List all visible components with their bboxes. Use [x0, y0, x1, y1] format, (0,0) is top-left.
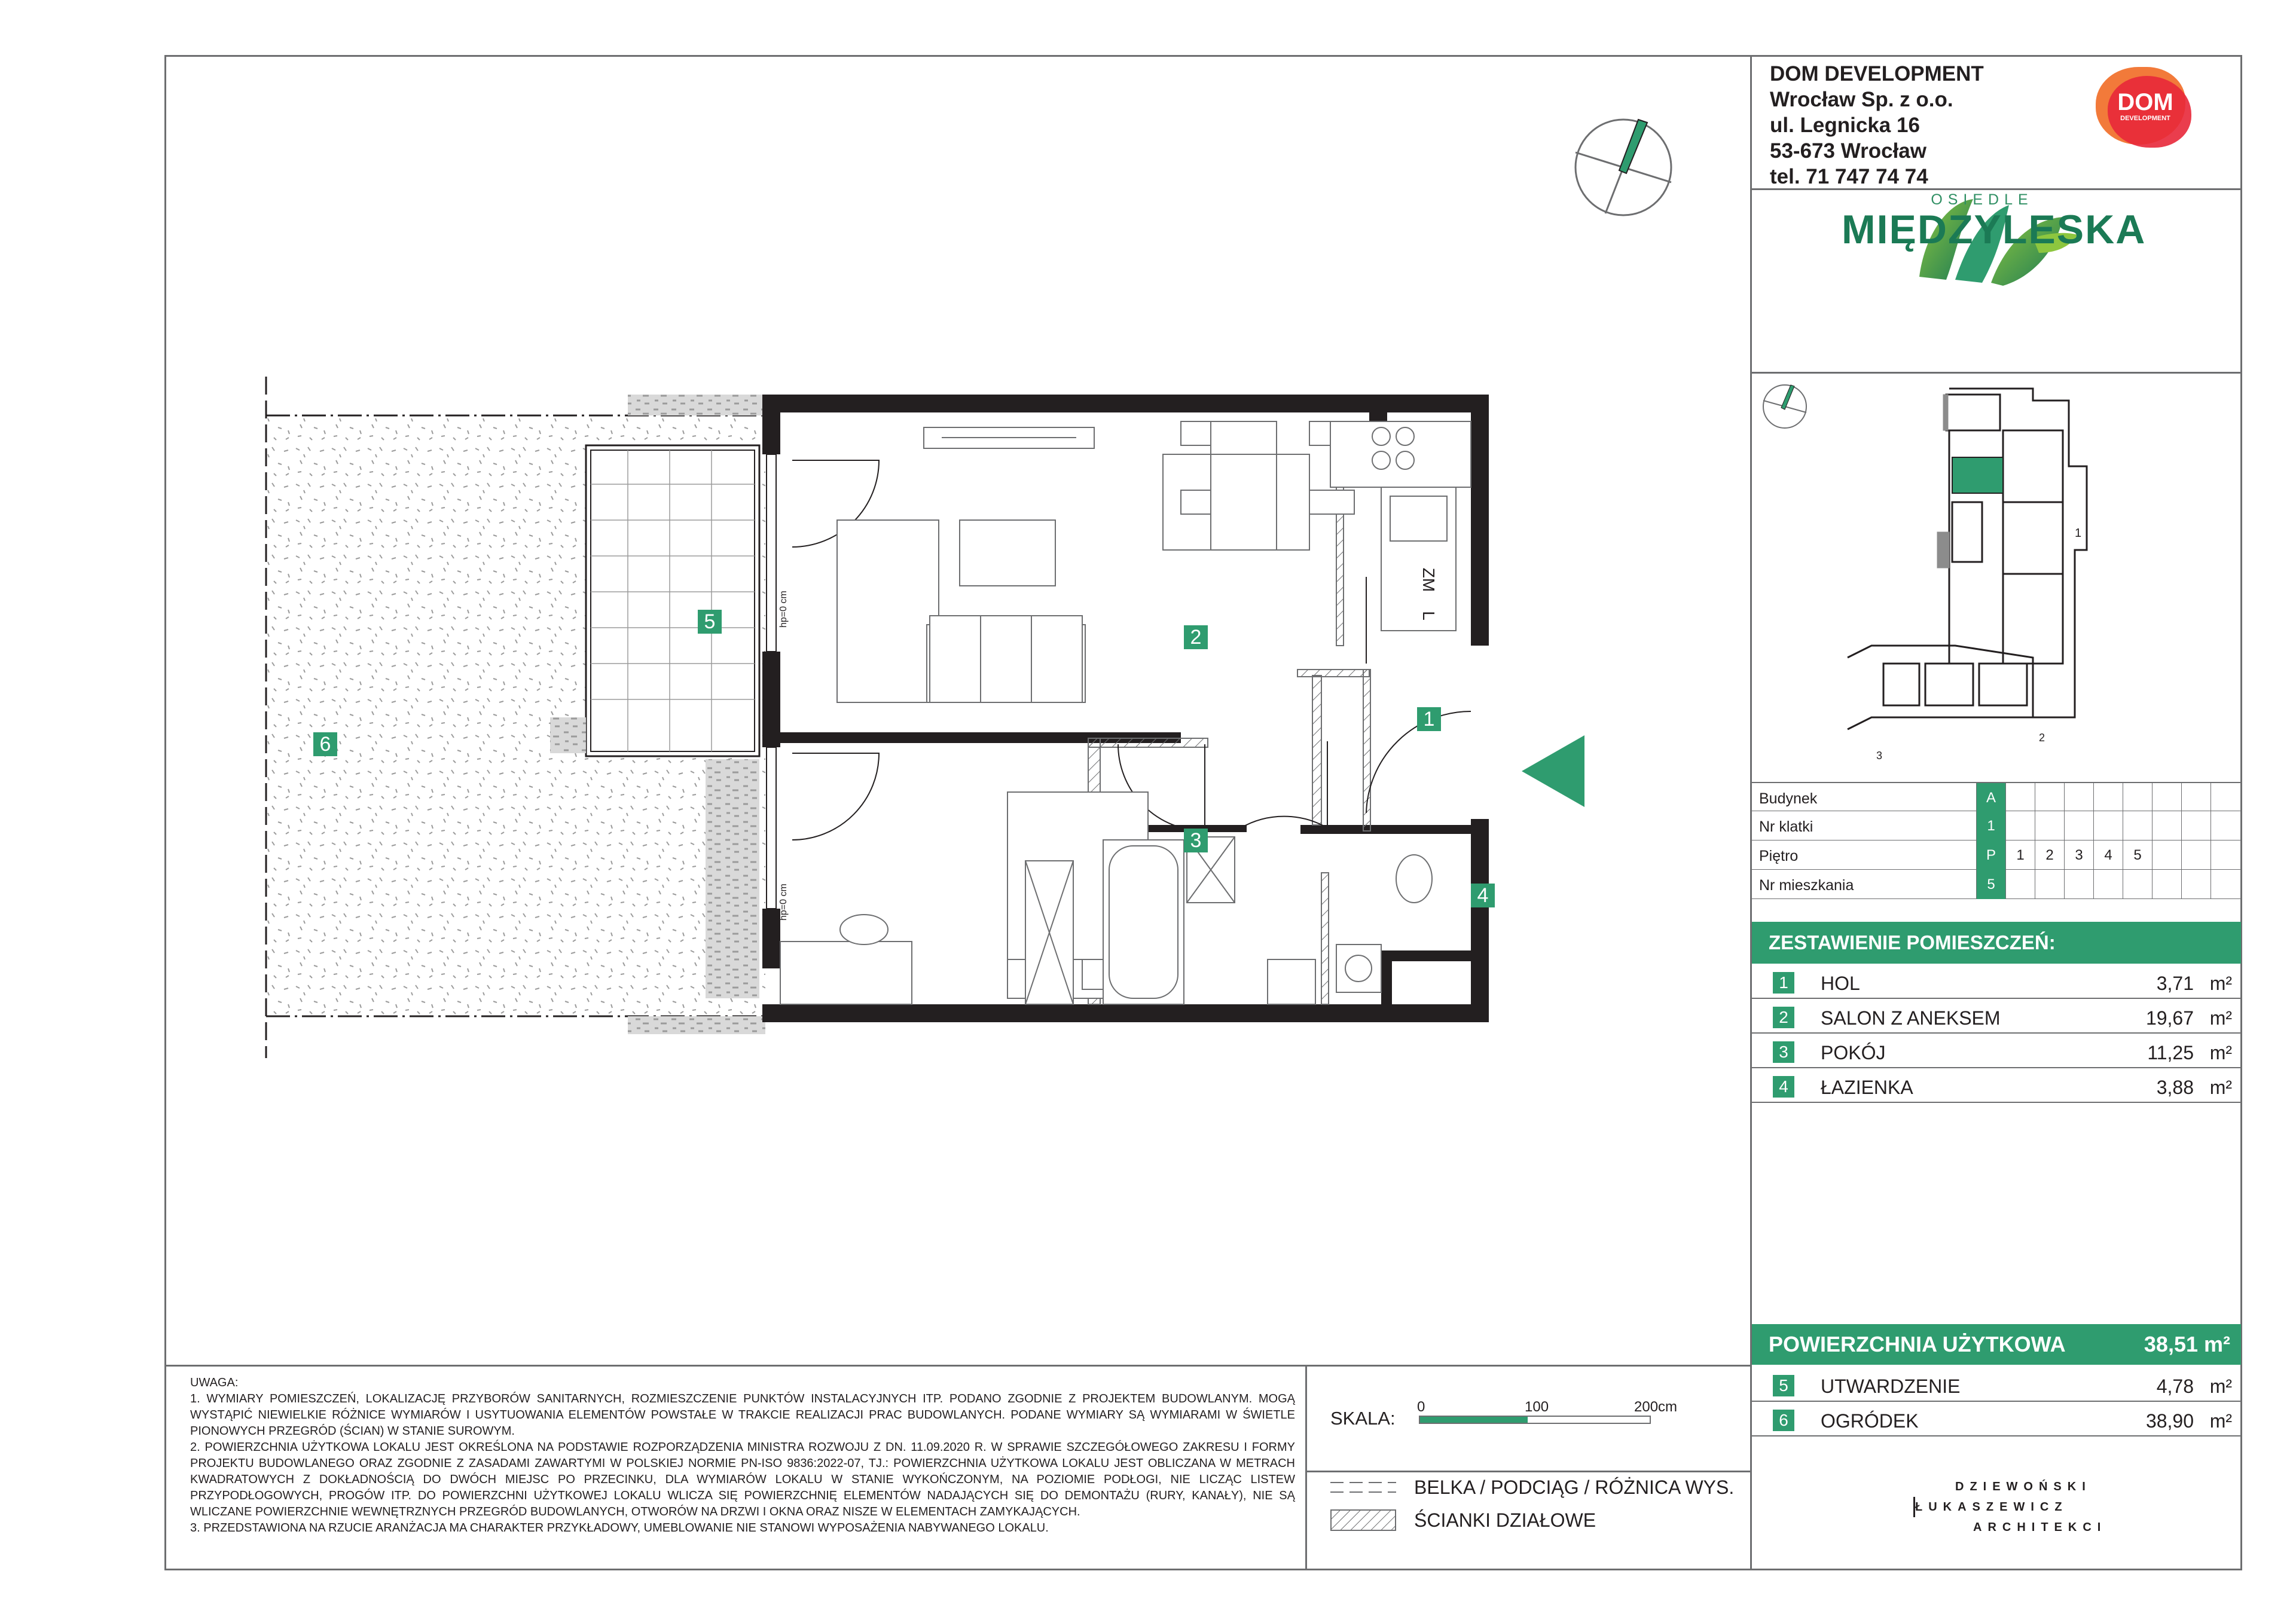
- room-row: [1752, 965, 2241, 999]
- note-2: 2. POWIERZCHNIA UŻYTKOWA LOKALU JEST OKREŚLONA NA PODSTAWIE ROZPORZĄDZENIA MINISTRA ROZWOJU Z DN. 11.09.2020 R. W SPRAWIE SZCZEGÓŁOWEGO ZAKRESU I FORMY PROJEKTU BUDOWLANEGO ORAZ ZGODNIE Z ZASADAMI ZAWARTYMI W POLSKIEJ NORMIE PN-ISO 9836:2022-07, TJ.: POWIERZCHNIA UŻYTKOWA LOKALU JEST OBLICZANA W METRACH KWADRATOWYCH Z DOKŁADNOŚCIĄ DO DWÓCH MIEJSC PO PRZECINKU, DLA WYMIARÓW LOKALU W STANIE WYKOŃCZONYM, NA POZIOMIE PODŁOGI, NIE LICZĄC LISTEW PRZYPODŁOGOWYCH, PROGÓW ITP. DO POWIERZCHNI UŻYTKOWEJ LOKALU WLICZA SIĘ POWIERZCHNIĘ ELEMENTÓW NADAJĄCYCH SIĘ DO DEMONTAŻU (RURY, KANAŁY), NIE SĄ WLICZANE POWIERZCHNIE WEWNĘTRZNYCH PRZEGRÓD BUDOWLANYCH, OTWORÓW NA DRZWI I OKNA ORAZ NISZE W ELEMENTACH ZAMYKAJĄCYCH.: [190, 1441, 1295, 1518]
- company-phone: tel. 71 747 74 74: [1770, 165, 1928, 188]
- info-row-mieszkanie: [1752, 870, 2241, 899]
- svg-text:2: 2: [2039, 732, 2045, 744]
- notes-title: UWAGA:: [190, 1376, 239, 1389]
- dom-development-logo: [2096, 67, 2194, 151]
- total-area-label: POWIERZCHNIA UŻYTKOWA: [1769, 1332, 2066, 1356]
- project-name-small: OSIEDLE: [1931, 191, 2034, 208]
- company-entity: Wrocław Sp. z o.o.: [1770, 88, 1953, 111]
- room-row: [1752, 1000, 2241, 1034]
- plan-label-6: 6: [313, 732, 337, 756]
- hp-label-2: hp=0 cm: [778, 884, 789, 921]
- room-name: POKÓJ: [1821, 1042, 1886, 1063]
- info-row-budynek: [1752, 782, 2241, 811]
- info-row-klatka: [1752, 811, 2241, 840]
- architects-logo: [1913, 1477, 2107, 1538]
- room-name: SALON Z ANEKSEM: [1821, 1007, 2001, 1029]
- svg-text:1: 1: [2075, 527, 2082, 540]
- extra-number: 6: [1773, 1410, 1794, 1431]
- architects-line-3: ARCHITEKCI: [1973, 1521, 2107, 1534]
- room-number: 4: [1773, 1076, 1794, 1098]
- mieszkanie-label: Nr mieszkania: [1759, 877, 1854, 894]
- extra-number: 5: [1773, 1375, 1794, 1396]
- pietro-value: P: [1976, 840, 2005, 870]
- project-name: [1842, 191, 2147, 252]
- scale-tick-100: 100: [1525, 1399, 1549, 1415]
- plan-label-1: 1: [1417, 707, 1441, 731]
- notes-divider: [164, 1365, 1752, 1367]
- company-city: 53-673 Wrocław: [1770, 139, 1926, 163]
- architects-line-1: DZIEWOŃSKI: [1955, 1480, 2092, 1493]
- floor-4: 4: [2093, 840, 2123, 870]
- scale-bar: [1419, 1416, 1651, 1424]
- svg-text:3: 3: [1876, 750, 1883, 762]
- plan-label-4: 4: [1471, 884, 1495, 907]
- scale-legend-divider: [1305, 1471, 1752, 1472]
- notes-block: [190, 1375, 1295, 1536]
- room-area: 19,67 m²: [2145, 1007, 2232, 1029]
- scale-tick-0: 0: [1417, 1399, 1425, 1415]
- hp-label-1: hp=0 cm: [778, 591, 789, 628]
- extra-area: 4,78 m²: [2156, 1376, 2232, 1397]
- plan-label-2: 2: [1184, 625, 1208, 649]
- room-area: 11,25 m²: [2147, 1042, 2232, 1063]
- dashed-legend-text: BELKA / PODCIĄG / RÓŻNICA WYS.: [1414, 1477, 1735, 1498]
- extra-name: OGRÓDEK: [1821, 1410, 1919, 1432]
- dom-logo-text: DOM: [2117, 89, 2173, 115]
- room-number: 1: [1773, 972, 1794, 994]
- floor-2: 2: [2035, 840, 2064, 870]
- total-area-bar: [1752, 1324, 2241, 1365]
- plan-label-5: 5: [698, 610, 722, 634]
- mieszkanie-value: 5: [1976, 870, 2005, 899]
- floor-plan: [257, 371, 1710, 1058]
- hatched-legend-text: ŚCIANKI DZIAŁOWE: [1414, 1509, 1596, 1531]
- room-number: 2: [1773, 1007, 1794, 1028]
- extra-row: [1752, 1403, 2241, 1436]
- note-3: 3. PRZEDSTAWIONA NA RZUCIE ARANŻACJA MA CHARAKTER PRZYKŁADOWY, UMEBLOWANIE NIE STANOWI WYPOSAŻENIA NABYWANEGO LOKALU.: [190, 1521, 1049, 1535]
- fridge-label: ZM: [1419, 567, 1438, 592]
- extra-name: UTWARDZENIE: [1821, 1376, 1961, 1397]
- room-area: 3,71 m²: [2156, 973, 2232, 994]
- floor-1: 1: [2005, 840, 2035, 870]
- floor-5: 5: [2123, 840, 2152, 870]
- rooms-header-text: ZESTAWIENIE POMIESZCZEŃ:: [1769, 931, 2056, 953]
- room-name: ŁAZIENKA: [1821, 1077, 1913, 1098]
- room-number: 3: [1773, 1041, 1794, 1063]
- extra-area: 38,90 m²: [2145, 1410, 2232, 1432]
- budynek-label: Budynek: [1759, 790, 1818, 807]
- hatched-legend-icon: [1330, 1509, 1396, 1531]
- dishwasher-label: L: [1419, 611, 1438, 621]
- total-area-value: 38,51 m²: [2144, 1332, 2230, 1356]
- room-row: [1752, 1035, 2241, 1068]
- budynek-value: A: [1976, 783, 2005, 812]
- plan-label-3: 3: [1184, 829, 1208, 852]
- company-name: DOM DEVELOPMENT: [1770, 62, 1984, 85]
- building-key-plan: [1836, 383, 2135, 765]
- room-row: [1752, 1069, 2241, 1103]
- logo-divider: [1750, 372, 2242, 374]
- small-compass-icon: [1761, 383, 1809, 430]
- company-address: [1770, 61, 1984, 189]
- notes-scale-divider: [1305, 1365, 1307, 1570]
- scale-tick-200: 200cm: [1634, 1399, 1678, 1415]
- info-row-pietro: [1752, 840, 2241, 870]
- compass-icon: [1573, 117, 1674, 218]
- architects-line-2: ŁUKASZEWICZ: [1913, 1497, 2093, 1517]
- dashed-legend-icon: [1330, 1478, 1396, 1496]
- company-street: ul. Legnicka 16: [1770, 114, 1920, 137]
- rooms-header: [1752, 922, 2241, 964]
- room-area: 3,88 m²: [2156, 1077, 2232, 1098]
- project-name-big: MIĘDZYLESKA: [1842, 207, 2147, 252]
- floor-3: 3: [2064, 840, 2093, 870]
- klatka-value: 1: [1976, 811, 2005, 840]
- note-1: 1. WYMIARY POMIESZCZEŃ, LOKALIZACJĘ PRZYBORÓW SANITARNYCH, ROZMIESZCZENIE PUNKTÓW INSTALACYJNYCH ITP. PODANO ZGODNIE Z PROJEKTEM BUDOWLANYM. MOGĄ WYSTĄPIĆ NIEWIELKIE RÓŻNICE WYMIARÓW I USYTUOWANIA ELEMENTÓW POWSTAŁE W TRAKCIE REALIZACJI PRAC BUDOWLANYCH. PODANE WYMIARY SĄ WYMIARAMI W ŚWIETLE PIONOWYCH PRZEGRÓD (ŚCIAN) W STANIE SUROWYM.: [190, 1392, 1295, 1438]
- room-name: HOL: [1821, 973, 1860, 994]
- pietro-label: Piętro: [1759, 848, 1799, 864]
- klatka-label: Nr klatki: [1759, 818, 1813, 835]
- scale-label: SKALA:: [1330, 1408, 1396, 1429]
- extra-row: [1752, 1368, 2241, 1402]
- dom-logo-subtext: DEVELOPMENT: [2120, 115, 2170, 122]
